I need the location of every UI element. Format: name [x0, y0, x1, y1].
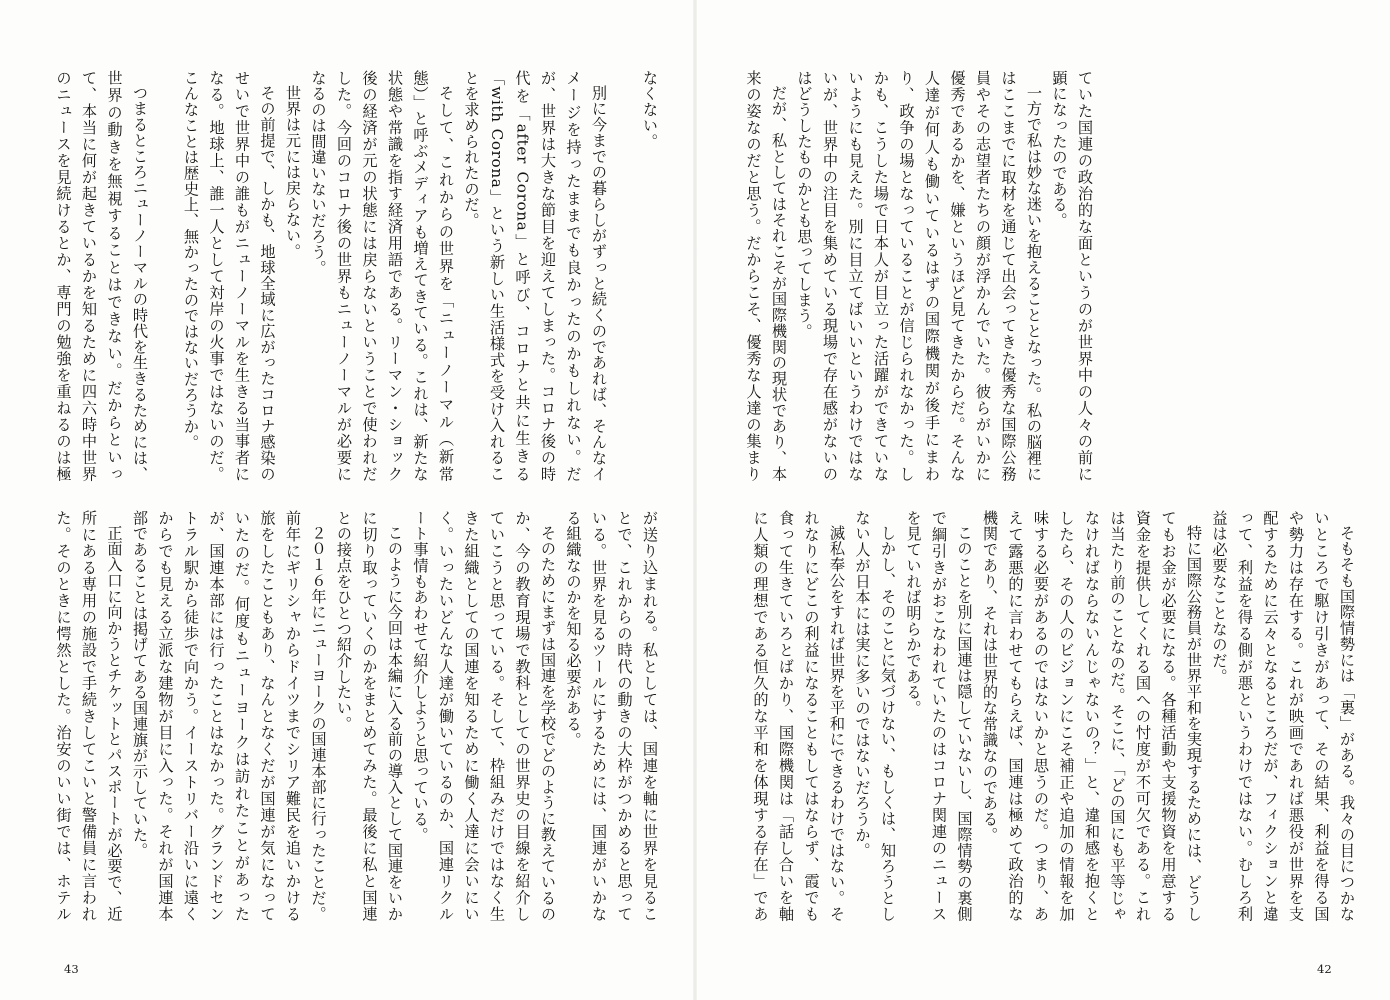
body-paragraph: このように今回は本編に入る前の導入として国連をいかに切り取っていくのかをまとめてみた。最後に私と国連との接点をひとつ紹介したい。 [335, 510, 404, 922]
page-number-left: 43 [64, 962, 79, 976]
body-paragraph: つまるところニューノーマルの時代を生きるためには、世界の動きを無視することはできない。だからといって、本当に何が起きているかを知るために四六時中世界のニュースを見続けるとか、専門の勉強を重ねるのは極 [54, 70, 149, 482]
body-paragraph: 別に今までの暮らしがずっと続くのであれば、そんなイメージを持ったままでも良かったのかもしれない。だが、世界は大きな節目を迎えてしまった。コロナ後の時代を「after Corona」と呼び、コロナと共に生きる「with Corona」という新しい生活様式を受け入れることを求められたのだ。 [462, 70, 608, 482]
page-number-right: 42 [1317, 962, 1332, 976]
body-paragraph: 一方で私は妙な迷いを抱えることとなった。私の脳裡にはここまでに取材を通じて出会ってきた優秀な国際公務員やその志望者たちの顔が浮かんでいた。彼らがいかに優秀であるかを、嫌というほど見てきたからだ。そんな人達が何人も働いているはずの国際機関が後手にまわり、政争の場となっていることが信じられなかった。しかも、こうした場で日本人が目立った活躍ができていないようにも見えた。別に目立てばいいというわけではないが、世界中の注目を集めている現場で存在感がないのはどうしたものかとも思ってしまう。 [795, 70, 1043, 482]
body-paragraph: ２０１６年にニューヨークの国連本部に行ったことだ。前年にギリシャからドイツまでシリア難民を追いかける旅をしたこともあり、なんとなくだが国連が気になっていたのだ。何度もニューヨークは訪れたことがあったが、国連本部には行ったことはなかった。グランドセントラル駅から徒歩で向かう。イーストリバー沿いに遠くからでも見える立派な建物が目に入った。それが国連本部であることは掲げてある国連旗が示していた。 [131, 510, 328, 922]
left-page-bottom-text-block [50, 510, 662, 922]
body-paragraph: 世界は元には戻らない。 [284, 85, 302, 260]
right-page-top-text-block [737, 70, 1097, 482]
body-paragraph: 特に国際公務員が世界平和を実現するためには、どうしてもお金が必要になる。各種活動や支援物資を用意する資金を提供してくれる国への忖度が不可欠である。これは当たり前のことなのだ。そこに、「どの国にも平等じゃなければならないんじゃないの？」と、違和感を抱くとしたら、その人のビジョンにこそ補正や追加の情報を加味する必要があるのではないかと思うのだ。つまり、あえて露悪的に言わせてもらえば、国連は極めて政治的な機関であり、それは世界的な常識なのである。 [981, 510, 1203, 922]
body-paragraph: なくない。 [641, 70, 659, 150]
paragraph-break [152, 70, 178, 482]
paragraph-break [611, 70, 637, 482]
body-paragraph: そもそも国際情勢には「裏」がある。我々の目につかないところで駆け引きがあって、その結果、利益を得る国や勢力は存在する。これが映画であれば悪役が世界を支配するために云々となるところだが、フィクションと違って、利益を得る側が悪というわけではない。むしろ利益は必要なことなのだ。 [1210, 510, 1356, 922]
left-page-top-text-block [50, 70, 662, 482]
body-paragraph: そのためにまずは国連を学校でどのように教えているのか、今の教育現場で教科としての世界史の目線を紹介していこうと思っている。そして、枠組みだけではなく生きた組織としての国連を知るために働く人達に会いにいく。いったいどんな人達が働いているのか、国連リクルート事情もあわせて紹介しようと思っている。 [411, 510, 557, 922]
body-paragraph: ていた国連の政治的な面というのが世界中の人々の前に顕になったのである。 [1050, 70, 1094, 482]
body-paragraph: 滅私奉公をすれば世界を平和にできるわけではない。それなりにどこの利益になることもしてはならず、霞でも食って生きていろとばかり、国際機関は「話し合いを軸に人類の理想である恒久的な平和を体現する存在」であ [751, 510, 846, 922]
body-paragraph: そして、これからの世界を「ニューノーマル（新常態）」と呼ぶメディアも増えてきている。これは、新たな状態や常識を指す経済用語である。リーマン・ショック後の経済が元の状態には戻らないということで使われだした。今回のコロナ後の世界もニューノーマルが必要になるのは間違いないだろう。 [309, 70, 455, 482]
body-paragraph: が送り込まれる。私としては、国連を軸に世界を見ることで、これからの時代の動きの大枠がつかめると思っている。世界を見るツールにするためには、国連がいかなる組織なのかを知る必要がある。 [564, 510, 659, 922]
body-paragraph: その前提で、しかも、地球全域に広がったコロナ感染のせいで世界中の誰もがニューノーマルを生きる当事者になる。地球上、誰一人として対岸の火事ではないのだ。こんなことは歴史上、無かったのではないだろうか。 [182, 70, 277, 482]
body-paragraph: だが、私としてはそれこそが国際機関の現状であり、本来の姿なのだと思う。だからこそ、優秀な人達の集まり [744, 70, 788, 482]
book-gutter [693, 0, 697, 1000]
body-paragraph: しかし、そのことに気づけない、もしくは、知ろうとしない人が日本には実に多いのではないだろうか。 [853, 510, 897, 922]
right-page-bottom-text-block [747, 510, 1359, 922]
body-paragraph: このことを別に国連は隠していないし、国際情勢の裏側で綱引きがおこなわれていたのはコロナ関連のニュースを見ていれば明らかである。 [904, 510, 974, 922]
body-paragraph: 正面入口に向かうとチケットとパスポートが必要で、近所にある専用の施設で手続きしてこいと警備員に言われた。そのときに愕然とした。治安のいい街では、ホテル [54, 510, 124, 922]
